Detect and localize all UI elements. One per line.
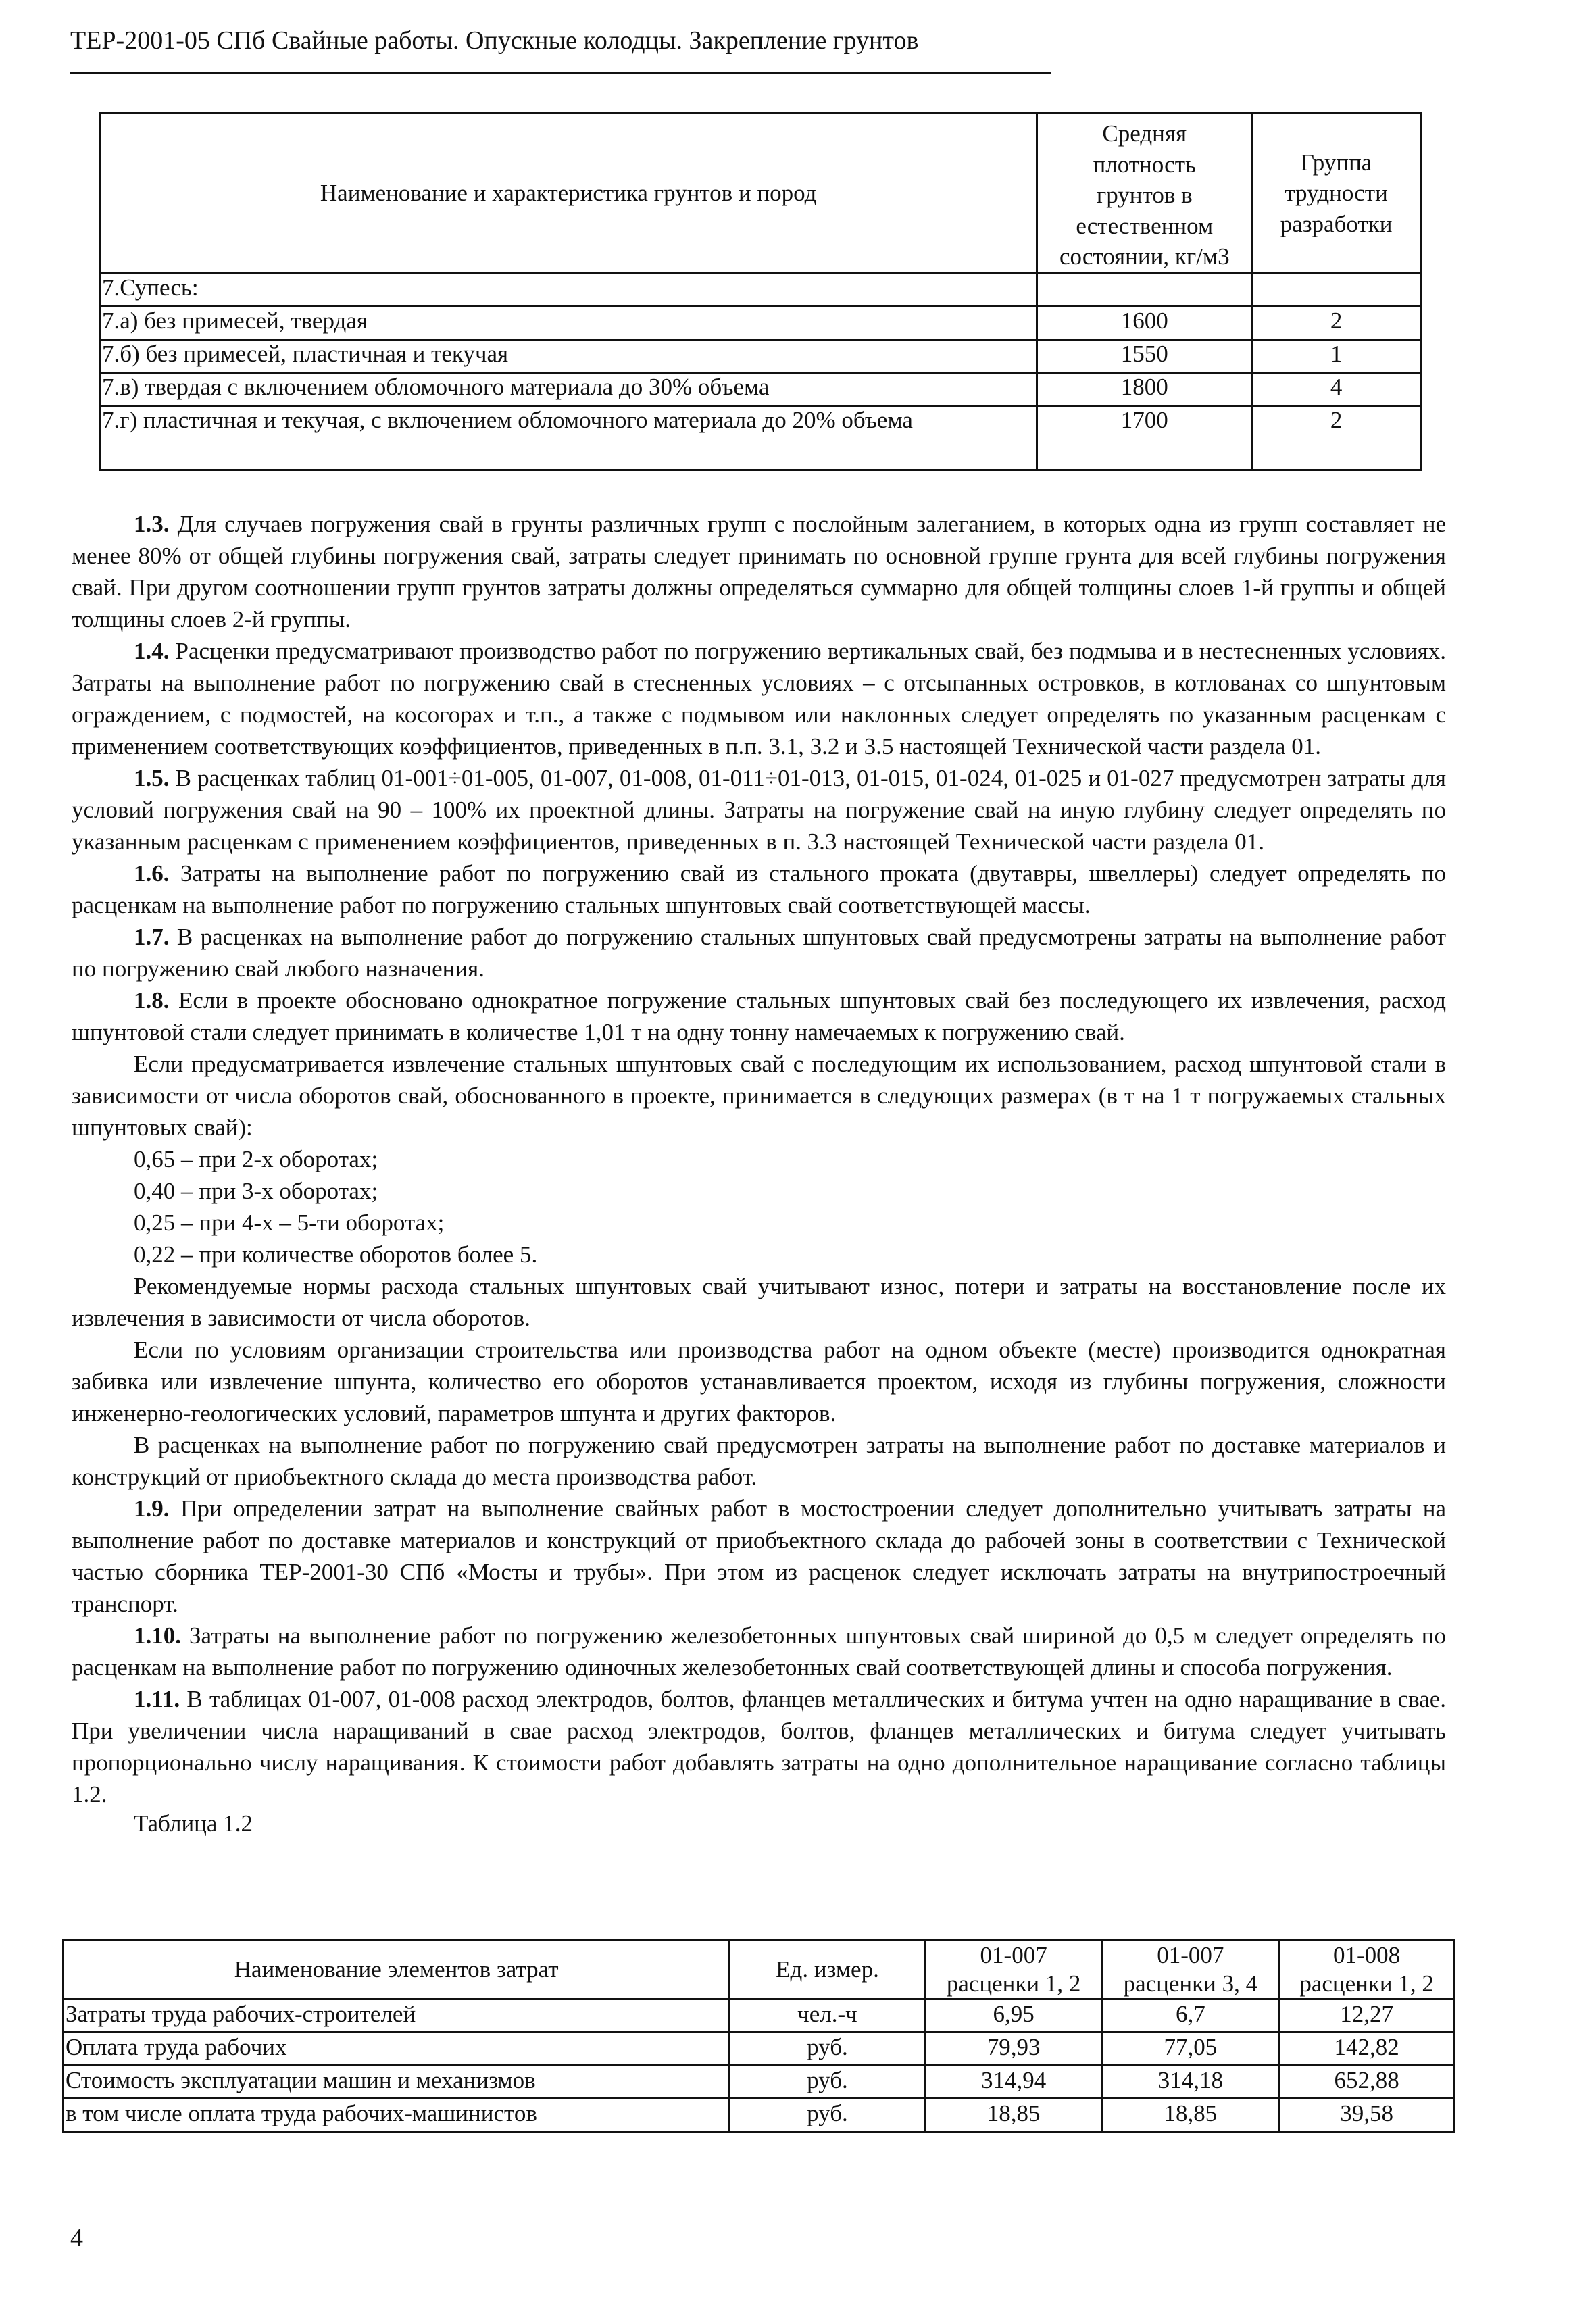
paragraph-1-8-single: Если по условиям организации строительства или производства работ на одном объекте (месте) производится однократная забивка или извлечение шпунта, количество его оборотов устанавливается проектом, исходя из глубины погружения, сложности инженерно-геологических условий, параметров шпунта и других факторов. — [72, 1337, 1446, 1426]
table-caption: Таблица 1.2 — [134, 1810, 253, 1837]
list-item: 0,22 – при количестве оборотов более 5. — [134, 1241, 538, 1268]
cost-col-header: 01-007 расценки 3, 4 — [1102, 1941, 1279, 1999]
table-row: 7.а) без примесей, твердая 1600 2 — [100, 307, 1421, 340]
paragraph-1-4: 1.4. Расценки предусматривают производство работ по погружению вертикальных свай, без подмыва и в нестесненных условиях. Затраты на выполнение работ по погружению свай в стесненных условиях – с отсыпанных островков, в котлованах со шпунтовым ограждением, с подмостей, на косогорах и т.п., а также с подмывом или наклонных следует определять по указанным расценкам с применением соответствующих коэффициентов, приведенных в п.п. 3.1, 3.2 и 3.5 настоящей Технической части раздела 01. — [72, 638, 1446, 760]
paragraph-1-8-delivery: В расценках на выполнение работ по погружению свай предусмотрен затраты на выполнение работ по доставке материалов и конструкций от приобъектного склада до места производства работ. — [72, 1432, 1446, 1490]
table-row — [100, 274, 1421, 307]
soil-col-group-header: Группа трудности разработки — [1252, 114, 1421, 274]
soil-section-label: 7.Супесь: — [100, 274, 1037, 307]
paragraph-1-11: 1.11. В таблицах 01-007, 01-008 расход электродов, болтов, фланцев металлических и битума учтен на одно наращивание в свае. При увеличении числа наращиваний в свае расход электродов, болтов, фланцев металлических и битума следует учитывать пропорционально числу наращивания. К стоимости работ добавлять затраты на одно дополнительное наращивание согласно таблицы 1.2. — [72, 1686, 1446, 1808]
paragraph-1-10: 1.10. Затраты на выполнение работ по погружению железобетонных шпунтовых свай шириной до 0,5 м следует определять по расценкам на выполнение работ по погружению одиночных железобетонных свай соответствующей длины и способа погружения. — [72, 1622, 1446, 1681]
paragraph-1-5: 1.5. В расценках таблиц 01-001÷01-005, 01-007, 01-008, 01-011÷01-013, 01-015, 01-024, 01-025 и 01-027 предусмотрен затраты для условий погружения свай на 90 – 100% их проектной длины. Затраты на погружение свай на иную глубину следует определять по указанным расценкам с применением коэффициентов, приведенных в п. 3.3 настоящей Технической части раздела 01. — [72, 765, 1446, 855]
paragraph-1-8-extraction: Если предусматривается извлечение стальных шпунтовых свай с последующим их использованием, расход шпунтовой стали в зависимости от числа оборотов свай, обоснованного в проекте, принимается в следующих размерах (в т на 1 т погружаемых стальных шпунтовых свай): — [72, 1051, 1446, 1141]
header-rule — [70, 72, 1051, 74]
table-row: Оплата труда рабочих руб. 79,93 77,05 142,82 — [64, 2033, 1455, 2066]
paragraph-1-8: 1.8. Если в проекте обосновано однократное погружение стальных шпунтовых свай без последующего их извлечения, расход шпунтовой стали следует принимать в количестве 1,01 т на одну тонну намечаемых к погружению свай. — [72, 987, 1447, 1045]
body-text — [72, 508, 1446, 1839]
soil-table — [99, 112, 1422, 471]
paragraph-1-6: 1.6. Затраты на выполнение работ по погружению свай из стального проката (двутавры, швеллеры) следует определять по расценкам на выполнение работ по погружению стальных шпунтовых свай соответствующей массы. — [72, 860, 1446, 918]
cost-col-header: 01-008 расценки 1, 2 — [1279, 1941, 1455, 1999]
cost-table-header-row — [64, 1941, 1455, 1999]
cost-col-name-header: Наименование элементов затрат — [64, 1941, 730, 1999]
cost-col-header: 01-007 расценки 1, 2 — [925, 1941, 1102, 1999]
table-row: 7.б) без примесей, пластичная и текучая 1550 1 — [100, 340, 1421, 373]
soil-col-density-header: Средняя плотность грунтов в естественном состоянии, кг/м3 — [1037, 114, 1252, 274]
table-row: Затраты труда рабочих-строителей чел.-ч 6,95 6,7 12,27 — [64, 1999, 1455, 2033]
table-row: в том числе оплата труда рабочих-машинистов руб. 18,85 18,85 39,58 — [64, 2099, 1455, 2132]
cost-col-unit-header: Ед. измер. — [730, 1941, 926, 1999]
page-number: 4 — [70, 2224, 83, 2252]
soil-table-header-row — [100, 114, 1421, 274]
soil-col-name-header: Наименование и характеристика грунтов и пород — [100, 114, 1037, 274]
paragraph-1-9: 1.9. При определении затрат на выполнение свайных работ в мостостроении следует дополнительно учитывать затраты на выполнение работ по доставке материалов и конструкций от приобъектного склада до рабочей зоны в соответствии с Технической частью сборника ТЕР-2001-30 СПб «Мосты и трубы». При этом из расценок следует исключать затраты на внутрипостроечный транспорт. — [72, 1495, 1447, 1617]
page-header: ТЕР-2001-05 СПб Свайные работы. Опускные колодцы. Закрепление грунтов — [70, 26, 919, 55]
list-item: 0,65 – при 2-х оборотах; — [134, 1146, 378, 1172]
paragraph-1-8-norms: Рекомендуемые нормы расхода стальных шпунтовых свай учитывают износ, потери и затраты на восстановление после их извлечения в зависимости от числа оборотов. — [72, 1273, 1446, 1331]
list-item: 0,25 – при 4-х – 5-ти оборотах; — [134, 1210, 445, 1236]
table-row: 7.г) пластичная и текучая, с включением обломочного материала до 20% объема 1700 2 — [100, 406, 1421, 470]
list-item: 0,40 – при 3-х оборотах; — [134, 1178, 378, 1204]
paragraph-1-7: 1.7. В расценках на выполнение работ до погружению стальных шпунтовых свай предусмотрены затраты на выполнение работ по погружению свай любого назначения. — [72, 924, 1447, 982]
table-row: Стоимость эксплуатации машин и механизмов руб. 314,94 314,18 652,88 — [64, 2066, 1455, 2099]
table-row: 7.в) твердая с включением обломочного материала до 30% объема 1800 4 — [100, 373, 1421, 406]
cost-table — [62, 1939, 1455, 2133]
paragraph-1-3: 1.3. Для случаев погружения свай в грунты различных групп с послойным залеганием, в которых одна из групп составляет не менее 80% от общей глубины погружения свай, затраты следует принимать по основной группе грунта для всей глубины погружения свай. При другом соотношении групп грунтов затраты должны определяться суммарно для общей толщины слоев 1-й группы и общей толщины слоев 2-й группы. — [72, 511, 1446, 632]
